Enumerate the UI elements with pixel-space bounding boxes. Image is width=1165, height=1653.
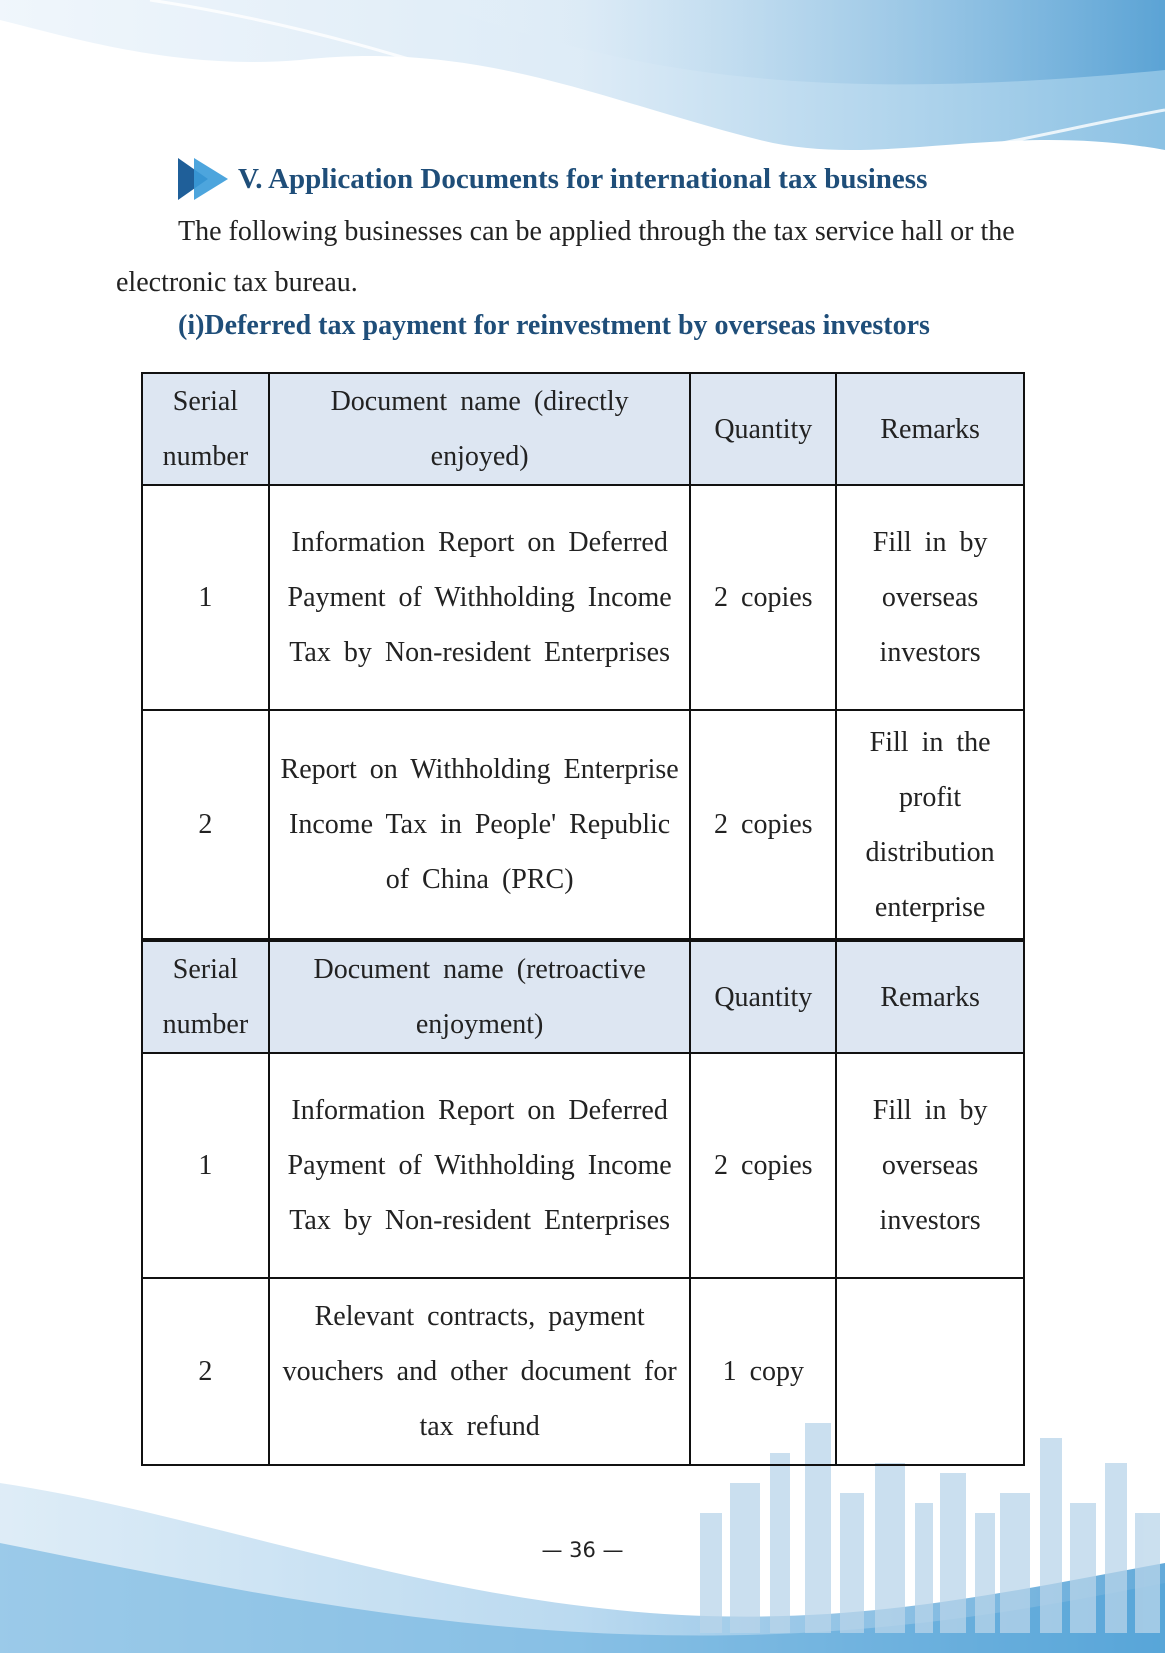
header-serial: Serial number [142,940,269,1053]
quantity-cell: 2 copies [690,710,836,940]
table-row [142,710,1024,940]
header-serial: Serial number [142,373,269,485]
document-cell: Information Report on Deferred Payment of Withholding Income Tax by Non-resident Enterprises [269,485,691,710]
header-quantity: Quantity [690,940,836,1053]
table-header-row [142,373,1024,485]
serial-cell: 2 [142,1278,269,1465]
subheading: (i)Deferred tax payment for reinvestment by overseas investors [178,310,930,341]
top-wave-decoration [0,0,1165,170]
quantity-cell: 2 copies [690,485,836,710]
document-cell: Relevant contracts, payment vouchers and other document for tax refund [269,1278,691,1465]
double-arrow-icon [178,158,230,200]
section-title: V. Application Documents for international tax business [238,162,928,195]
quantity-cell: 2 copies [690,1053,836,1278]
serial-cell: 2 [142,710,269,940]
header-document: Document name (retroactive enjoyment) [269,940,691,1053]
header-remarks: Remarks [836,940,1024,1053]
serial-cell: 1 [142,1053,269,1278]
remarks-cell: Fill in the profit distribution enterprise [836,710,1024,940]
table-row [142,1053,1024,1278]
table-header-row [142,940,1024,1053]
remarks-cell: Fill in by overseas investors [836,485,1024,710]
table-row [142,485,1024,710]
intro-paragraph: The following businesses can be applied through the tax service hall or the electronic tax bureau. [116,216,1015,298]
header-document: Document name (directly enjoyed) [269,373,691,485]
remarks-cell: Fill in by overseas investors [836,1053,1024,1278]
quantity-cell: 1 copy [690,1278,836,1465]
page-number: — 36 — [541,1538,624,1562]
section-heading [178,157,927,201]
document-cell: Information Report on Deferred Payment of Withholding Income Tax by Non-resident Enterprises [269,1053,691,1278]
table-row [142,1278,1024,1465]
document-cell: Report on Withholding Enterprise Income Tax in People' Republic of China (PRC) [269,710,691,940]
documents-table [141,372,1025,1466]
header-quantity: Quantity [690,373,836,485]
remarks-cell [836,1278,1024,1465]
serial-cell: 1 [142,485,269,710]
header-remarks: Remarks [836,373,1024,485]
